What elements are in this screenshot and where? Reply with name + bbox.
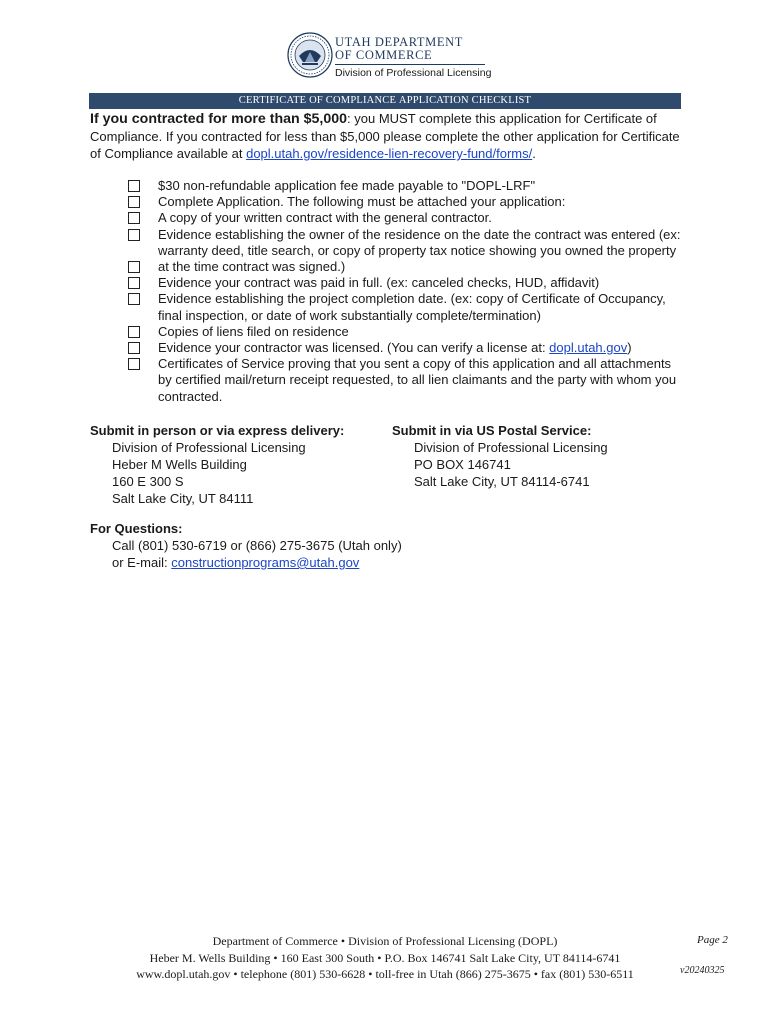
checklist-item-text: Evidence establishing the owner of the residence on the date the contract was entered (ex: warranty deed, title search, or copy of property tax notice showing you owned the property at the time contract was signed.)	[158, 226, 681, 275]
checklist-item-text: Certificates of Service proving that you sent a copy of this application and all attachments by certified mail/return receipt requested, to all lien claimants and the party with whom you contracted.	[158, 356, 677, 404]
checklist-item	[128, 227, 688, 276]
requirements-checklist	[128, 178, 688, 405]
address-line: Division of Professional Licensing	[414, 440, 608, 455]
checkbox[interactable]	[128, 261, 140, 273]
questions-phone: Call (801) 530-6719 or (866) 275-3675 (Utah only)	[112, 538, 402, 553]
checklist-item-text: A copy of your written contract with the general contractor.	[158, 210, 492, 226]
checklist-item	[128, 324, 688, 340]
banner-word: PPLICATION	[406, 95, 472, 106]
checklist-title-banner	[89, 93, 681, 109]
questions-heading: For Questions:	[90, 521, 183, 536]
intro-lead: If you contracted for more than $5,000	[90, 111, 348, 127]
intro-text: : you MUST complete this application for Certificate of Compliance. If you contracted for less than $5,000 please complete the other application for Certificate of Compliance available at	[90, 111, 680, 161]
agency-logo	[287, 32, 497, 80]
submit-in-person-block	[90, 422, 390, 507]
intro-paragraph	[90, 110, 690, 162]
questions-email-line	[90, 554, 690, 571]
checkbox[interactable]	[128, 212, 140, 224]
checklist-item	[128, 275, 688, 291]
checkbox[interactable]	[128, 326, 140, 338]
checkbox[interactable]	[128, 358, 140, 370]
address-line: Heber M Wells Building	[112, 457, 247, 472]
email-link[interactable]: constructionprograms@utah.gov	[171, 555, 360, 570]
banner-initial: C	[471, 95, 479, 106]
banner-initial: A	[398, 95, 407, 106]
banner-word: ERTIFICATE OF	[246, 95, 326, 106]
checkbox[interactable]	[128, 293, 140, 305]
banner-initial: C	[238, 95, 247, 106]
logo-line-department: UTAH DEPARTMENT	[335, 35, 463, 49]
checklist-item-text: Evidence establishing the project completion date. (ex: copy of Certificate of Occupancy, final inspection, or date of work substantially complete/termination)	[158, 291, 666, 323]
checklist-item	[128, 194, 688, 210]
footer-line: Heber M. Wells Building • 160 East 300 South • P.O. Box 146741 Salt Lake City, UT 84114-6741	[149, 950, 621, 965]
checkbox[interactable]	[128, 342, 140, 354]
checkbox[interactable]	[128, 277, 140, 289]
banner-initial: C	[325, 95, 333, 106]
logo-divider	[335, 64, 485, 65]
checkbox[interactable]	[128, 180, 140, 192]
checklist-item	[128, 356, 688, 405]
checklist-item-text: $30 non-refundable application fee made payable to "DOPL-LRF"	[158, 178, 536, 193]
page-footer	[90, 933, 680, 983]
page-number: Page 2	[697, 934, 728, 946]
logo-line-division: Division of Professional Licensing	[335, 67, 492, 79]
checklist-item-text: Evidence your contract was paid in full. (ex: canceled checks, HUD, affidavit)	[158, 275, 600, 291]
address-line: Salt Lake City, UT 84114-6741	[414, 474, 590, 489]
submit-by-mail-block	[392, 422, 692, 490]
logo-wordmark	[335, 36, 491, 80]
intro-end: .	[532, 146, 536, 161]
checkbox[interactable]	[128, 229, 140, 241]
address-line: Division of Professional Licensing	[112, 440, 306, 455]
checklist-item-text: Complete Application. The following must be attached your application:	[158, 194, 566, 210]
checklist-item-text: Evidence your contractor was licensed. (You can verify a license at:	[158, 340, 550, 356]
footer-line: www.dopl.utah.gov • telephone (801) 530-6628 • toll-free in Utah (866) 275-3675 • fax (801) 530-6511	[136, 967, 634, 981]
questions-block	[90, 520, 690, 571]
banner-word: HECKLIST	[478, 95, 532, 106]
form-version: v20240325	[680, 965, 725, 976]
utah-state-seal-icon	[287, 32, 333, 78]
banner-word: OMPLIANCE	[333, 95, 399, 106]
forms-link[interactable]: dopl.utah.gov/residence-lien-recovery-fund/forms/	[246, 146, 533, 161]
submit-in-person-heading: Submit in person or via express delivery:	[90, 423, 345, 438]
footer-line: Department of Commerce • Division of Professional Licensing (DOPL)	[212, 934, 558, 948]
logo-line-commerce: OF COMMERCE	[335, 48, 433, 62]
checklist-item	[128, 291, 688, 323]
address-line: 160 E 300 S	[112, 474, 184, 489]
license-verify-link[interactable]: dopl.utah.gov	[549, 340, 628, 356]
address-line: Salt Lake City, UT 84111	[112, 491, 254, 506]
checklist-item	[128, 178, 688, 194]
checklist-item-text: Copies of liens filed on residence	[158, 323, 349, 339]
email-prefix: or E-mail:	[112, 555, 172, 570]
submit-by-mail-heading: Submit in via US Postal Service:	[392, 423, 592, 438]
checklist-item-end: )	[627, 340, 632, 356]
checklist-item	[128, 210, 688, 226]
address-line: PO BOX 146741	[414, 457, 511, 472]
checklist-item	[128, 340, 688, 356]
checkbox[interactable]	[128, 196, 140, 208]
